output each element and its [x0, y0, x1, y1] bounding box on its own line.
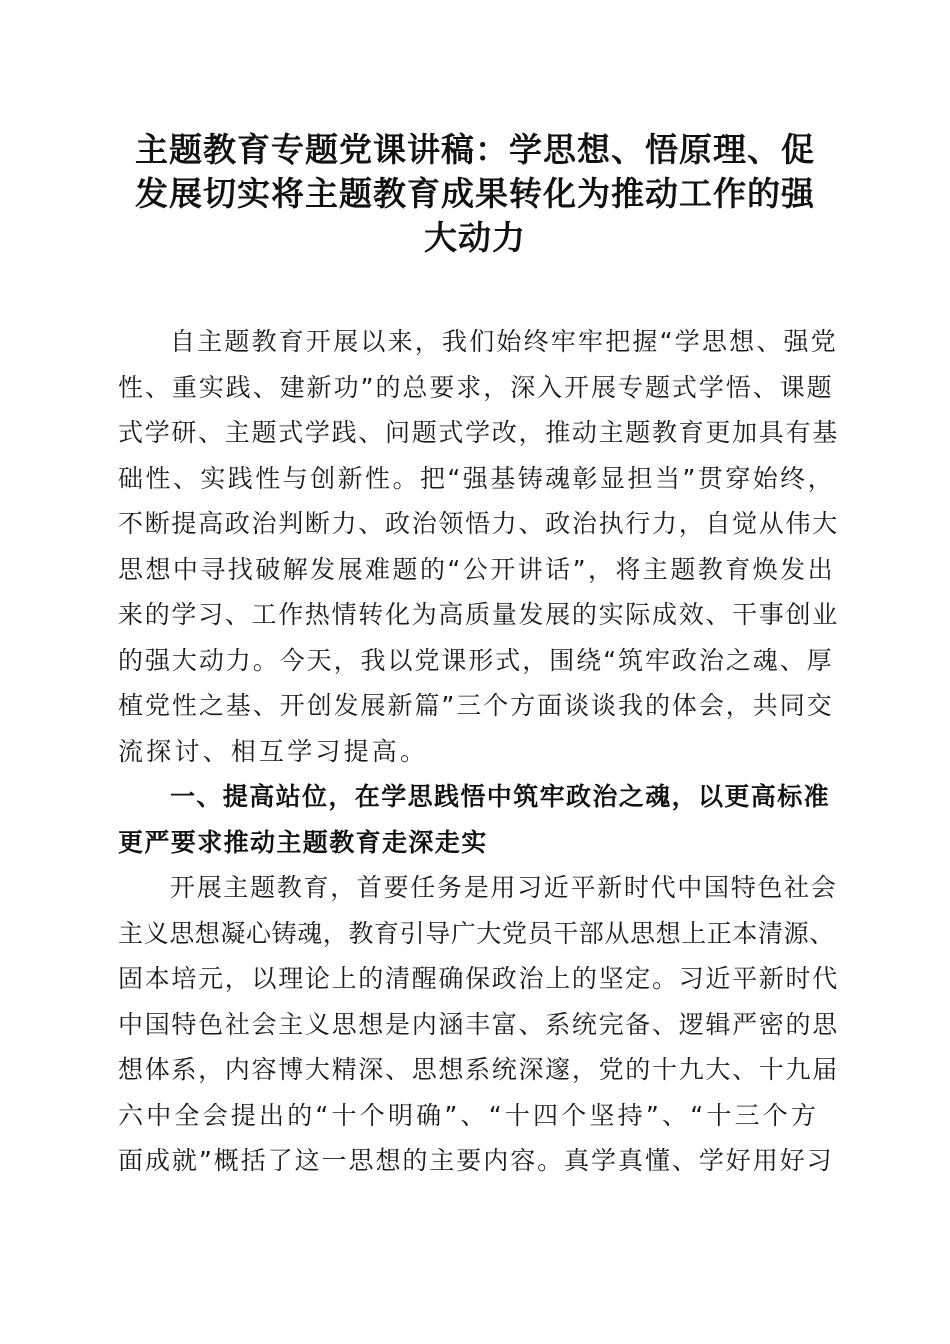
- text-line: 固本培元，以理论上的清醒确保政治上的坚定。习近平新时代: [118, 964, 839, 993]
- text-line: 的强大动力。今天，我以党课形式，围绕“筑牢政治之魂、厚: [118, 645, 834, 675]
- text-line: 思想中寻找破解发展难题的“公开讲话”，将主题教育焕发出: [118, 554, 836, 584]
- title-line: 主题教育专题党课讲稿：学思想、悟原理、促: [135, 130, 815, 169]
- text-line: 性、重实践、建新功”的总要求，深入开展专题式学悟、课题: [118, 372, 834, 402]
- text-line: 流探讨、相互学习提高。: [118, 736, 429, 766]
- document-title: [100, 128, 850, 260]
- text-line: 面成就”概括了这一思想的主要内容。真学真懂、学好用好习: [118, 1146, 834, 1175]
- text-line: 式学研、主题式学践、问题式学改，推动主题教育更加具有基: [118, 418, 839, 447]
- title-line: 发展切实将主题教育成果转化为推动工作的强: [135, 174, 815, 213]
- text-line: 不断提高政治判断力、政治领悟力、政治执行力，自觉从伟大: [118, 509, 839, 538]
- intro-paragraph: [118, 319, 838, 774]
- text-line: 六中全会提出的“十个明确”、“十四个坚持”、“十三个方: [118, 1100, 820, 1130]
- title-line: 大动力: [424, 218, 526, 257]
- heading-line: 一、提高站位，在学思践悟中筑牢政治之魂，以更高标准: [170, 782, 831, 811]
- text-line: 开展主题教育，首要任务是用习近平新时代中国特色社会: [170, 873, 838, 902]
- section-heading: [118, 774, 838, 865]
- document-body: [118, 319, 838, 1184]
- text-line: 主义思想凝心铸魂，教育引导广大党员干部从思想上正本清源、: [118, 918, 835, 948]
- text-line: 中国特色社会主义思想是内涵丰富、系统完备、逻辑严密的思: [118, 1009, 839, 1039]
- text-line: 想体系，内容博大精深、思想系统深邃，党的十九大、十九届: [118, 1055, 839, 1084]
- text-line: 植党性之基、开创发展新篇”三个方面谈谈我的体会，共同交: [118, 691, 834, 720]
- section-paragraph: [118, 865, 838, 1184]
- heading-line: 更严要求推动主题教育走深走实: [118, 827, 488, 857]
- text-line: 自主题教育开展以来，我们始终牢牢把握“学思想、强党: [170, 327, 838, 356]
- text-line: 础性、实践性与创新性。把“强基铸魂彰显担当”贯穿始终，: [118, 463, 836, 493]
- text-line: 来的学习、工作热情转化为高质量发展的实际成效、干事创业: [118, 600, 839, 629]
